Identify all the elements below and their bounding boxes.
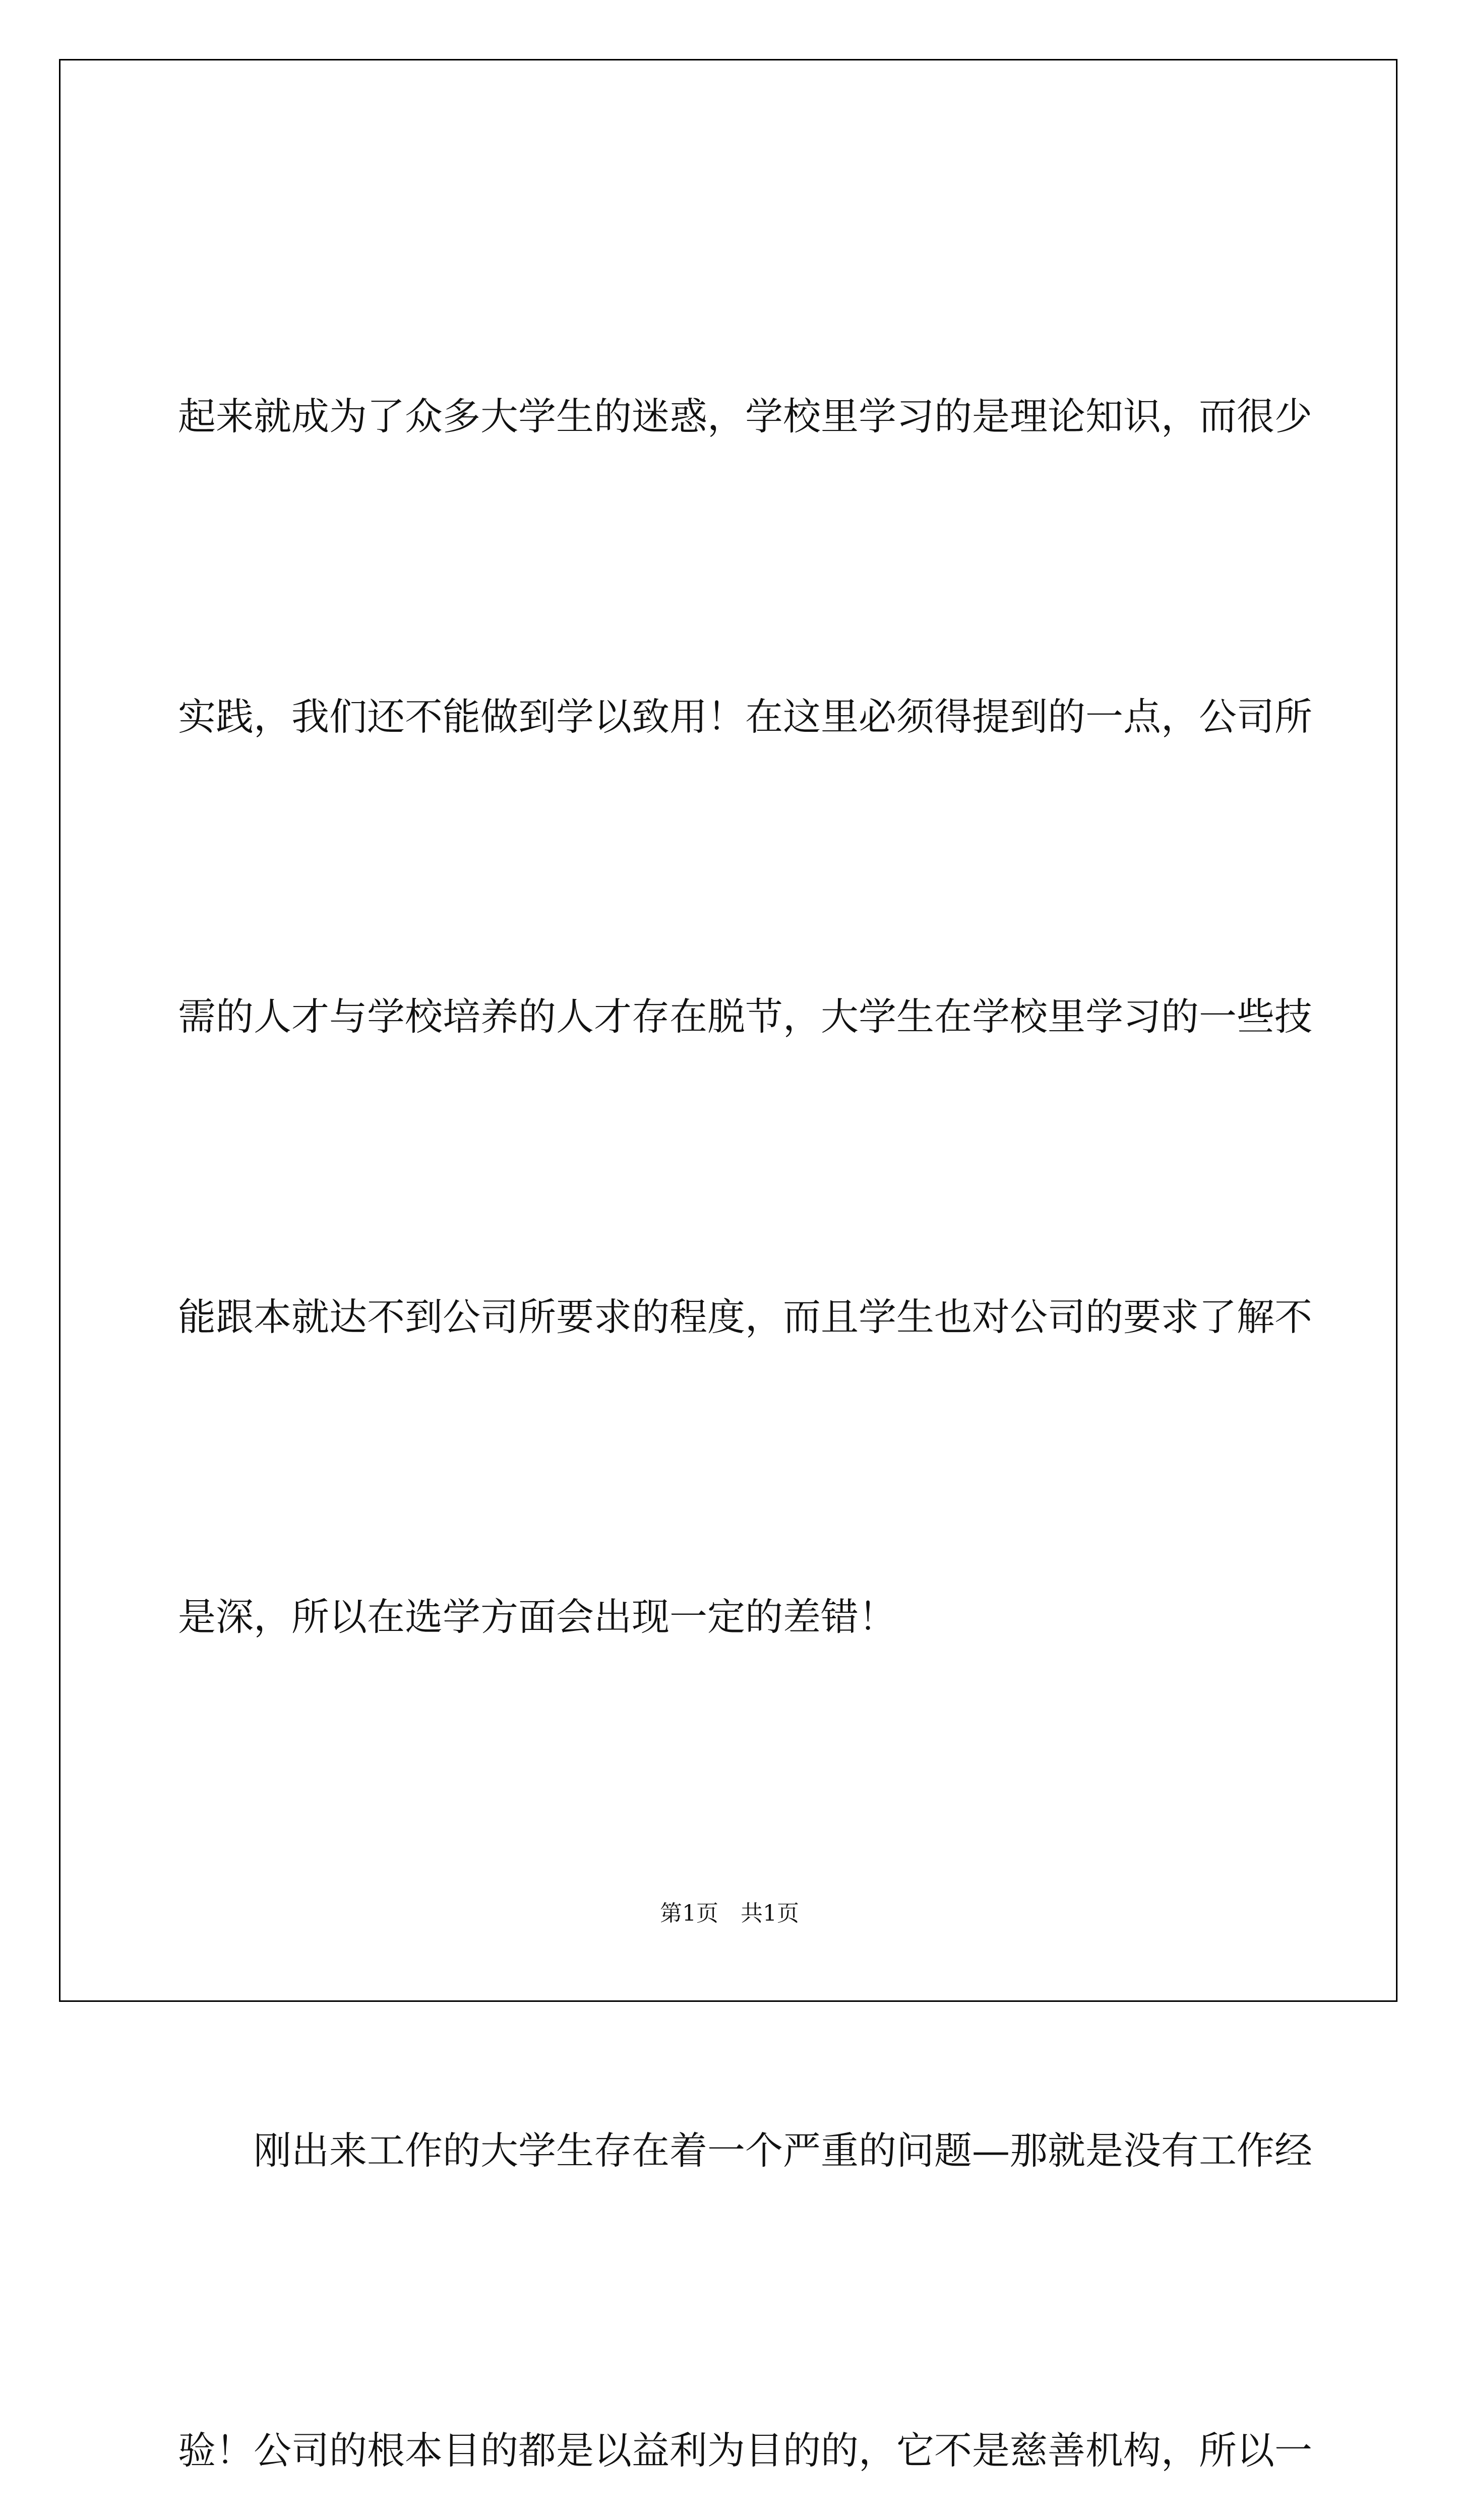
text-line: 是深，所以在选学方面会出现一定的差错！ xyxy=(178,1567,1312,1667)
page-number: 第1页 共1页 xyxy=(660,1901,799,1926)
text-line: 能跟本就达不到公司所要求的程度，而且学生也对公司的要求了解不 xyxy=(178,1267,1312,1367)
text-line: 刚出来工作的大学生存在着一个严重的问题—那就是没有工作经 xyxy=(178,2101,1312,2201)
text-line: 需的人才与学校培养的人才存在脱节，大学生在学校里学习的一些技 xyxy=(178,967,1312,1067)
page-footer xyxy=(0,1895,1459,1927)
document-body xyxy=(178,166,1312,2520)
paragraph-2 xyxy=(178,1901,1312,2520)
text-line: 实践，我们还不能做到学以致用！在这里必须得提到的一点，公司所 xyxy=(178,667,1312,767)
text-line: 起来就成为了众多大学生的迷惑，学校里学习的是理论知识，而很少 xyxy=(178,366,1312,467)
paragraph-1 xyxy=(178,166,1312,1867)
text-line: 验！公司的根本目的都是以益利为目的的，它不是慈善机构，所以一 xyxy=(178,2401,1312,2501)
